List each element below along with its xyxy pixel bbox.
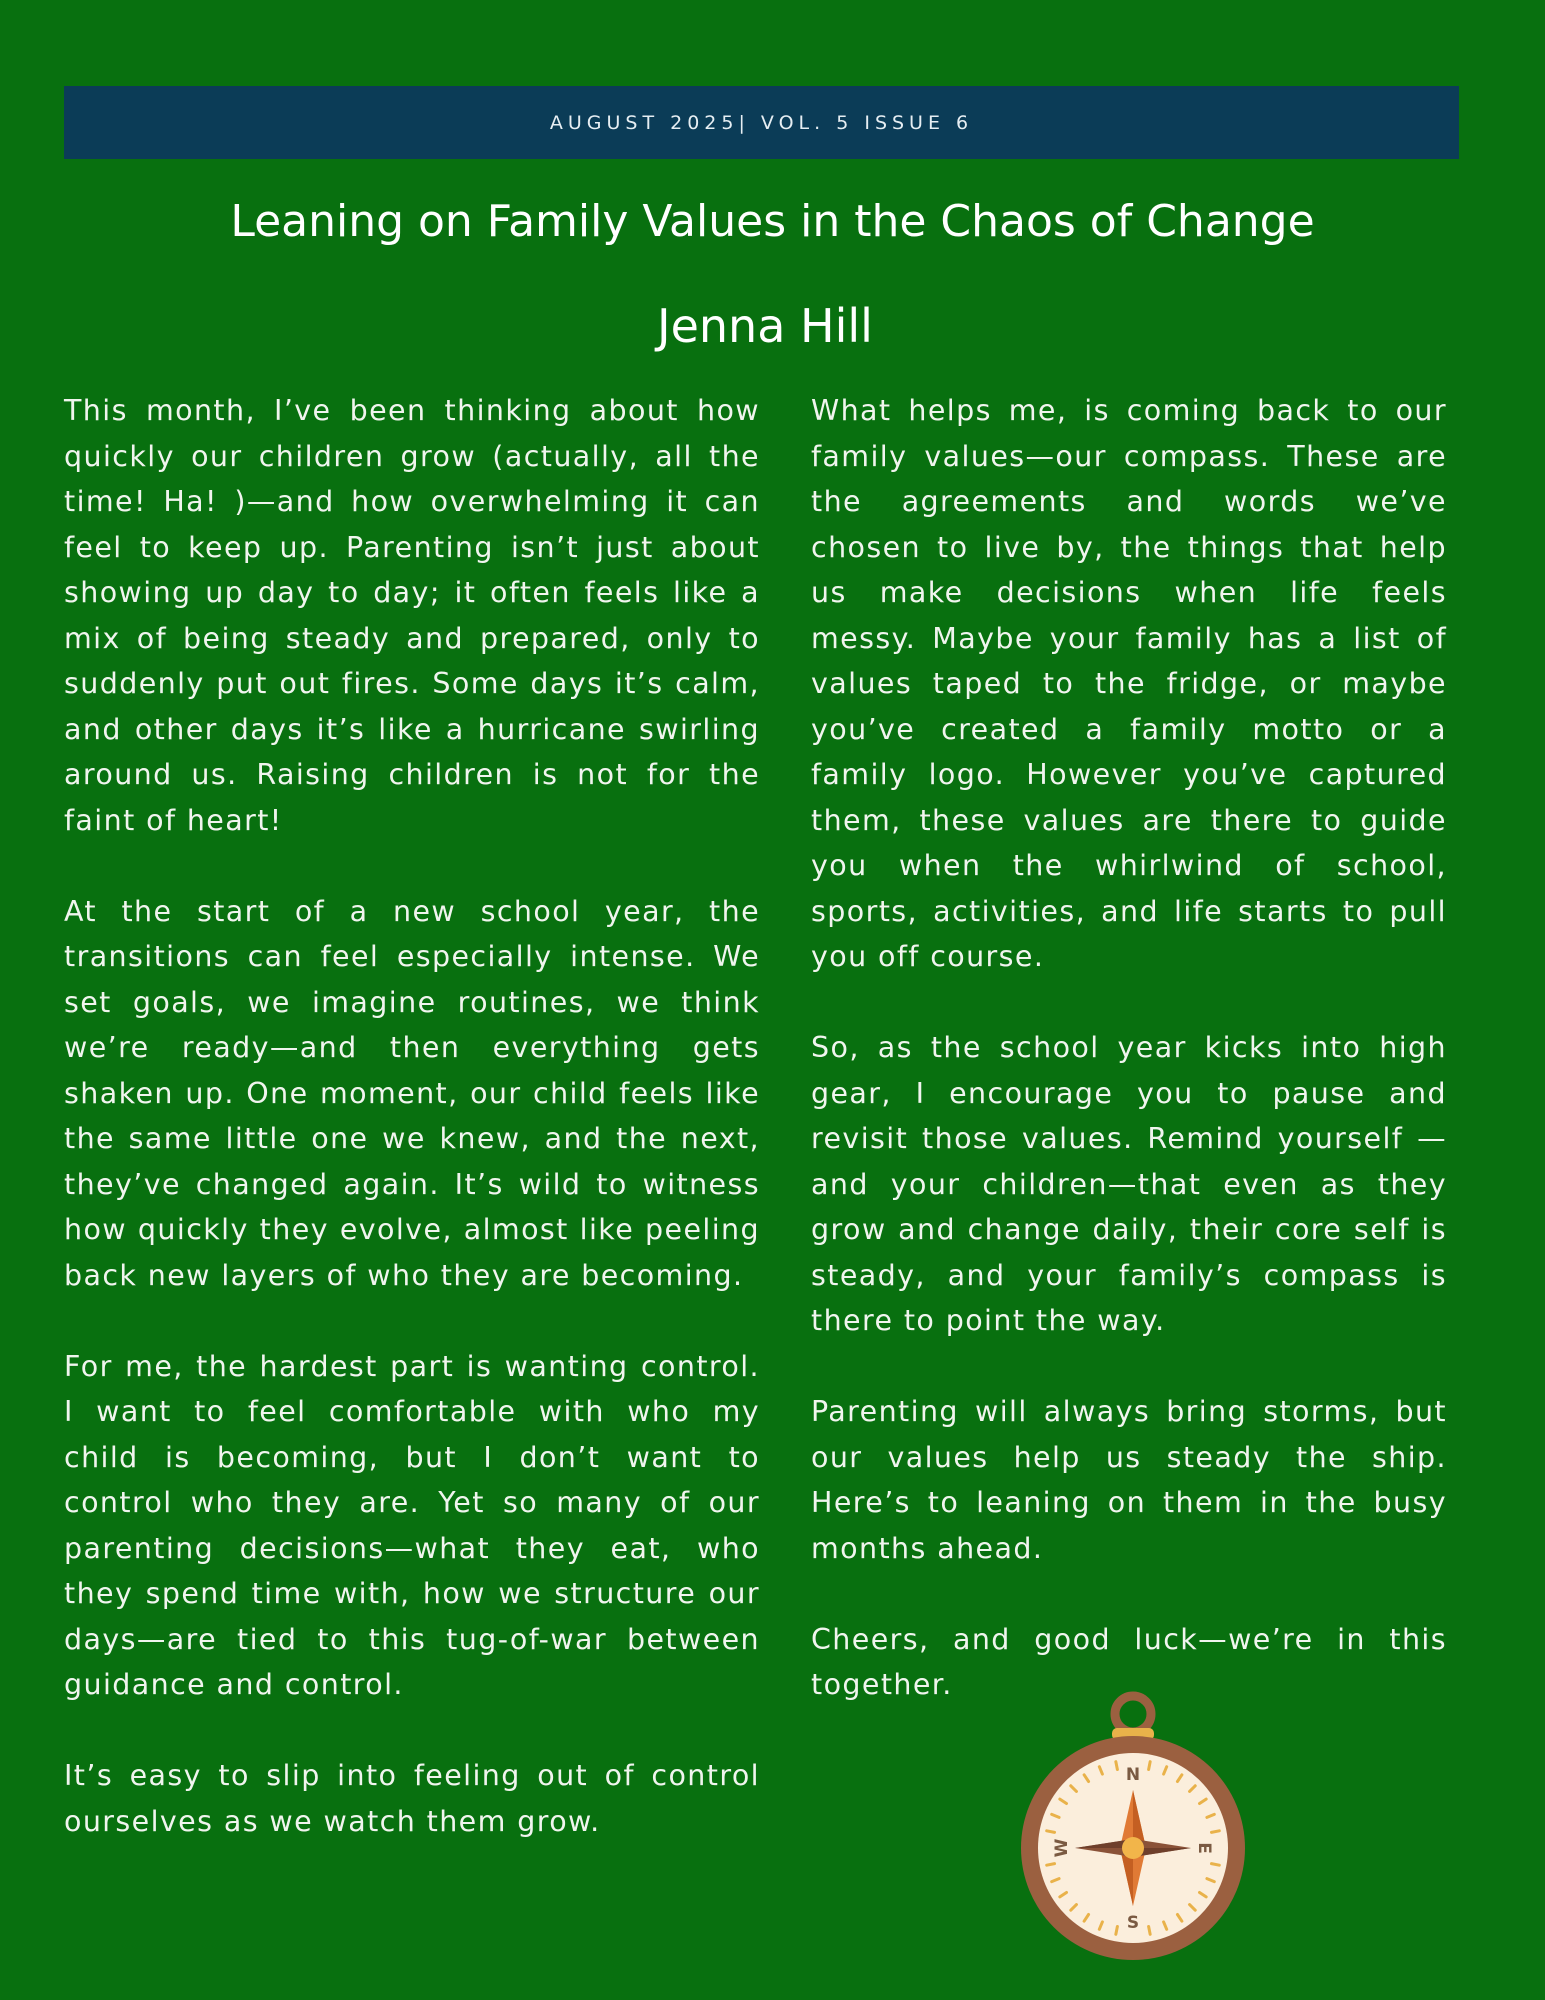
paragraph: Parenting will always bring storms, but our values help us steady the ship. Here’s to leaning on them in the busy months ahead. <box>811 1395 1447 1565</box>
paragraph: So, as the school year kicks into high gear, I encourage you to pause and revisit those values. Remind yourself —and your children—that even as they grow and change daily, their core self is steady, and your family’s compass is there to point the way. <box>811 1031 1447 1337</box>
paragraph: This month, I’ve been thinking about how quickly our children grow (actually, all the time! Ha! )—and how overwhelming it can feel to keep up. Parenting isn’t just about showing up day to day; it often feels like a mix of being steady and prepared, only to suddenly put out fires. Some days it’s calm, and other days it’s like a hurricane swirling around us. Raising children is not for the faint of heart! <box>64 394 760 837</box>
compass-center <box>1122 1837 1144 1859</box>
paragraph: For me, the hardest part is wanting control. I want to feel comfortable with who my child is becoming, but I don’t want to control who they are. Yet so many of our parenting decisions—what they eat, who they spend time with, how we structure our days—are tied to this tug-of-war between guidance and control. <box>64 1349 760 1701</box>
compass-tick <box>1116 1762 1118 1770</box>
right-column <box>811 388 1447 1753</box>
left-column <box>64 388 760 1890</box>
compass-east-label: E <box>1194 1842 1214 1854</box>
compass-ring <box>1115 1696 1151 1732</box>
article-title: Leaning on Family Values in the Chaos of Change <box>230 196 1315 247</box>
compass-north-label: N <box>1125 1765 1141 1785</box>
compass-tick <box>1149 1926 1151 1934</box>
compass-west-label: W <box>1052 1838 1072 1858</box>
paragraph: At the start of a new school year, the transitions can feel especially intense. We set goals, we imagine routines, we think we’re ready—and then everything gets shaken up. One moment, our child feels like the same little one we knew, and the next, they’ve changed again. It’s wild to witness how quickly they evolve, almost like peeling back new layers of who they are becoming. <box>64 894 760 1292</box>
paragraph: Cheers, and good luck—we’re in this together. <box>811 1622 1447 1701</box>
article-author: Jenna Hill <box>657 299 873 353</box>
compass-icon <box>1018 1690 1248 1965</box>
issue-banner <box>64 86 1459 159</box>
compass-tick <box>1047 1864 1055 1866</box>
compass-tick <box>1149 1762 1151 1770</box>
compass-tick <box>1211 1864 1219 1866</box>
compass-south-label: S <box>1126 1913 1140 1933</box>
compass-tick <box>1211 1831 1219 1833</box>
paragraph: What helps me, is coming back to our family values—our compass. These are the agreements and words we’ve chosen to live by, the things that help us make decisions when life feels messy. Maybe your family has a list of values taped to the fridge, or maybe you’ve created a family motto or a family logo. However you’ve captured them, these values are there to guide you when the whirlwind of school, sports, activities, and life starts to pull you off course. <box>811 394 1447 973</box>
paragraph: It’s easy to slip into feeling out of control ourselves as we watch them grow. <box>64 1759 760 1838</box>
compass-tick <box>1047 1831 1055 1833</box>
issue-line: AUGUST 2025| VOL. 5 ISSUE 6 <box>549 111 974 134</box>
compass-tick <box>1116 1926 1118 1934</box>
